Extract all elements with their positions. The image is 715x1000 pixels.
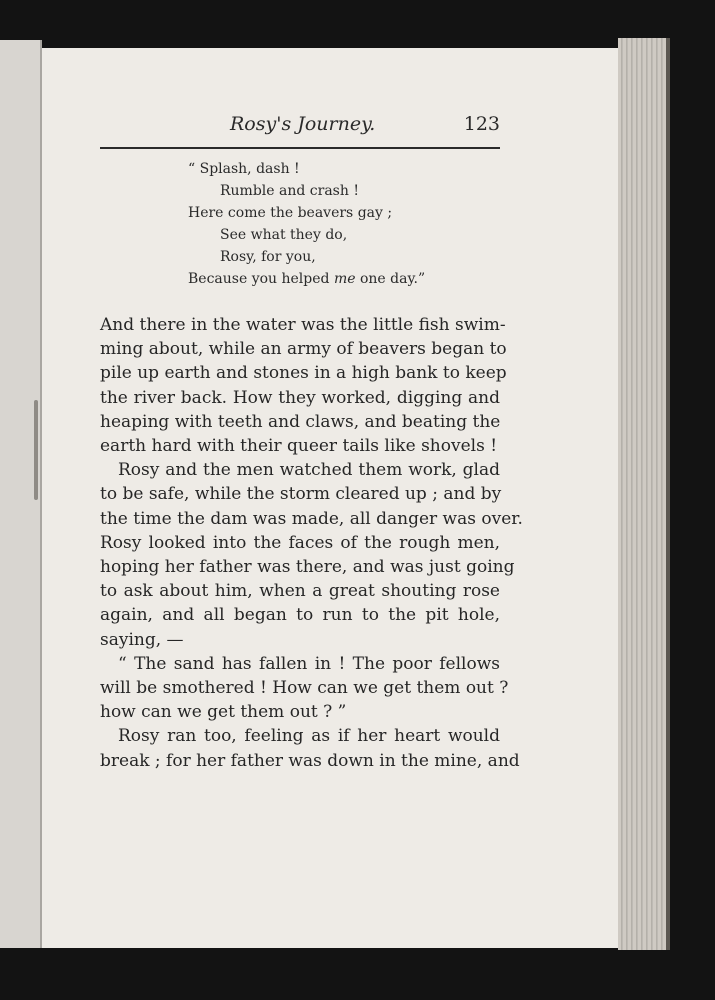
text-line: Rosy looked into the faces of the rough men, xyxy=(100,532,500,553)
text-line: “ The sand has fallen in ! The poor fellows xyxy=(118,653,500,674)
text-line: Rosy and the men watched them work, glad xyxy=(118,460,500,481)
text-line: to be safe, while the storm cleared up ; and by xyxy=(100,484,502,505)
body-text xyxy=(100,313,523,773)
verse-line: Because you helped me one day.” xyxy=(188,271,426,287)
verse-line: Here come the beavers gay ; xyxy=(188,205,393,221)
text-line: And there in the water was the little fish swim- xyxy=(100,315,506,335)
verse-line: Rosy, for you, xyxy=(220,249,316,265)
binding-thread xyxy=(34,400,38,500)
text-line: will be smothered ! How can we get them out ? xyxy=(100,678,509,699)
text-line: again, and all began to run to the pit hole, xyxy=(100,605,500,626)
text-line: pile up earth and stones in a high bank to keep xyxy=(100,363,507,384)
header-rule xyxy=(100,147,500,149)
text-line: ming about, while an army of beavers began to xyxy=(100,339,507,360)
text-line: heaping with teeth and claws, and beating the xyxy=(100,411,501,432)
text-line: to ask about him, when a great shouting rose xyxy=(100,581,500,602)
text-line: earth hard with their queer tails like shovels ! xyxy=(100,436,498,457)
page-header xyxy=(100,113,500,143)
text-line: the time the dam was made, all danger was over. xyxy=(100,508,523,529)
text-line: Rosy ran too, feeling as if her heart would xyxy=(118,726,500,747)
text-line: the river back. How they worked, digging and xyxy=(100,387,500,408)
page-number: 123 xyxy=(463,113,500,135)
verse-block xyxy=(188,158,488,290)
verse-line: Rumble and crash ! xyxy=(220,183,359,199)
running-title: Rosy's Journey. xyxy=(230,113,376,135)
emphasis: me xyxy=(333,271,356,287)
verse-line: “ Splash, dash ! xyxy=(188,161,300,177)
text-line: saying, — xyxy=(100,629,184,650)
text-line: hoping her father was there, and was just going xyxy=(100,557,515,578)
verse-line: See what they do, xyxy=(220,227,348,243)
text-line: break ; for her father was down in the mine, and xyxy=(100,750,520,771)
left-page-edge xyxy=(0,40,42,948)
page-stack-edges xyxy=(618,38,670,950)
text-line: how can we get them out ? ” xyxy=(100,702,347,723)
